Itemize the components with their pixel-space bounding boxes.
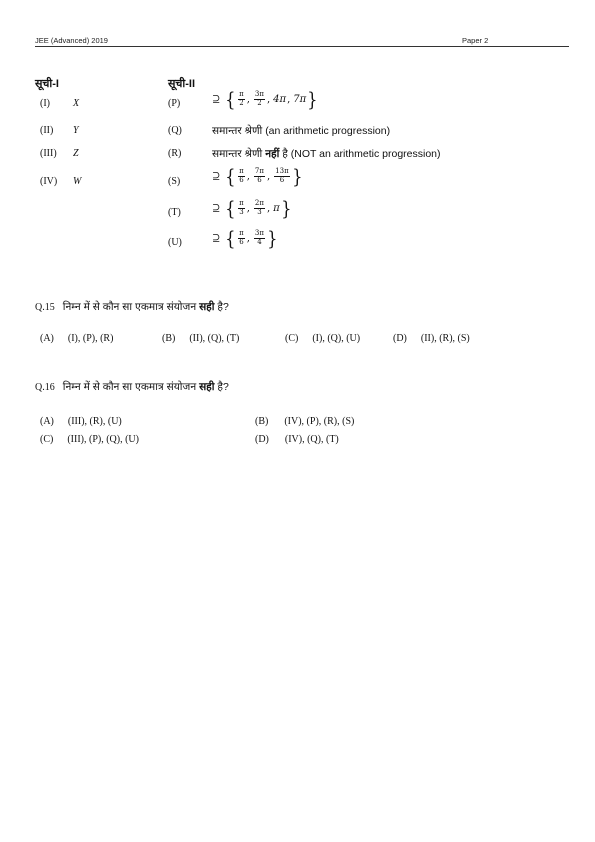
exam-title: JEE (Advanced) 2019 bbox=[35, 36, 108, 45]
fraction bbox=[238, 91, 245, 107]
comma: , bbox=[246, 232, 250, 244]
option-label: (D) bbox=[393, 333, 407, 344]
fraction bbox=[254, 91, 265, 107]
right-brace: } bbox=[307, 87, 318, 111]
left-brace: { bbox=[225, 87, 236, 111]
denominator: 6 bbox=[257, 175, 262, 184]
comma: , bbox=[266, 202, 271, 214]
option-text: (I), (P), (R) bbox=[67, 333, 114, 344]
header-divider bbox=[35, 46, 569, 47]
option-label: (B) bbox=[162, 333, 176, 344]
question-number: Q.15 bbox=[35, 302, 55, 313]
question-number: Q.16 bbox=[35, 382, 55, 393]
option-text: (III), (P), (Q), (U) bbox=[67, 434, 139, 445]
denominator: 2 bbox=[239, 98, 244, 107]
option-label: (B) bbox=[255, 416, 269, 427]
fraction bbox=[238, 168, 245, 184]
fraction bbox=[254, 200, 265, 216]
option-label: (C) bbox=[40, 434, 54, 445]
denominator: 6 bbox=[239, 237, 244, 246]
left-brace: { bbox=[225, 226, 236, 250]
denominator: 2 bbox=[257, 98, 262, 107]
option-text: (I), (Q), (U) bbox=[312, 333, 361, 344]
numerator: π bbox=[239, 90, 244, 99]
option-text: (IV), (P), (R), (S) bbox=[284, 416, 355, 427]
superset-symbol: ⊇ bbox=[212, 170, 221, 182]
paper-label: Paper 2 bbox=[462, 36, 489, 45]
option-text: (II), (Q), (T) bbox=[189, 333, 240, 344]
left-brace: { bbox=[225, 164, 236, 188]
question-text: है? bbox=[214, 381, 229, 393]
term: 7π bbox=[293, 93, 307, 105]
list-2-label: (R) bbox=[168, 148, 182, 159]
denominator: 3 bbox=[257, 207, 262, 216]
option-b[interactable] bbox=[162, 333, 239, 344]
left-brace: { bbox=[225, 196, 236, 220]
list-2-label: (P) bbox=[168, 98, 181, 109]
emphasis-text: सही bbox=[199, 301, 215, 313]
fraction bbox=[274, 168, 290, 184]
list-2-statement: समान्तर श्रेणी (an arithmetic progression) bbox=[212, 125, 391, 137]
fraction bbox=[254, 230, 265, 246]
option-text: (II), (R), (S) bbox=[420, 333, 470, 344]
numerator: 2π bbox=[254, 199, 264, 208]
list-2-label: (Q) bbox=[168, 125, 182, 136]
comma: , bbox=[246, 93, 250, 105]
emphasis-text: सही bbox=[199, 381, 215, 393]
option-d[interactable] bbox=[255, 434, 339, 445]
comma: , bbox=[266, 170, 271, 182]
numerator: 7π bbox=[254, 167, 264, 176]
comma: , bbox=[266, 93, 271, 105]
option-text: (III), (R), (U) bbox=[67, 416, 122, 427]
list-1-label: (I) bbox=[40, 98, 50, 109]
list-2-statement bbox=[212, 147, 441, 161]
question-16 bbox=[35, 380, 229, 394]
question-text: है? bbox=[214, 301, 229, 313]
denominator: 3 bbox=[239, 207, 244, 216]
set-expression-t bbox=[212, 198, 292, 218]
list-2-heading: सूची-II bbox=[168, 78, 196, 90]
list-2-label: (S) bbox=[168, 176, 181, 187]
emphasis-text: नहीं bbox=[265, 148, 280, 160]
statement-text: है (NOT an arithmetic progression) bbox=[279, 148, 441, 160]
option-c[interactable] bbox=[285, 333, 360, 344]
set-expression-u bbox=[212, 228, 279, 248]
question-15 bbox=[35, 300, 229, 314]
comma: , bbox=[287, 93, 291, 105]
denominator: 4 bbox=[257, 237, 262, 246]
set-expression-p bbox=[212, 89, 319, 109]
term: π bbox=[273, 202, 280, 214]
right-brace: } bbox=[281, 196, 292, 220]
superset-symbol: ⊇ bbox=[212, 93, 221, 105]
numerator: π bbox=[239, 199, 244, 208]
term: 4π bbox=[273, 93, 287, 105]
numerator: 3π bbox=[254, 90, 264, 99]
numerator: 3π bbox=[254, 229, 264, 238]
list-1-label: (II) bbox=[40, 125, 54, 136]
option-b[interactable] bbox=[255, 416, 354, 427]
fraction bbox=[254, 168, 265, 184]
numerator: π bbox=[239, 167, 244, 176]
list-2-label: (U) bbox=[168, 237, 182, 248]
list-1-variable: Z bbox=[73, 148, 79, 159]
superset-symbol: ⊇ bbox=[212, 232, 221, 244]
list-2-label: (T) bbox=[168, 207, 181, 218]
list-1-heading: सूची-I bbox=[35, 78, 59, 90]
question-text: निम्न में से कौन सा एकमात्र संयोजन bbox=[62, 301, 200, 313]
comma: , bbox=[246, 170, 250, 182]
denominator: 6 bbox=[279, 175, 285, 184]
option-d[interactable] bbox=[393, 333, 470, 344]
option-text: (IV), (Q), (T) bbox=[284, 434, 339, 445]
right-brace: } bbox=[267, 226, 278, 250]
denominator: 6 bbox=[239, 175, 244, 184]
option-label: (D) bbox=[255, 434, 269, 445]
list-1-variable: Y bbox=[73, 125, 79, 136]
list-1-label: (III) bbox=[40, 148, 57, 159]
question-text: निम्न में से कौन सा एकमात्र संयोजन bbox=[62, 381, 200, 393]
option-c[interactable] bbox=[40, 434, 139, 445]
fraction bbox=[238, 200, 245, 216]
option-label: (A) bbox=[40, 333, 54, 344]
option-a[interactable] bbox=[40, 416, 122, 427]
list-1-variable: W bbox=[73, 176, 82, 187]
statement-text: समान्तर श्रेणी bbox=[212, 148, 266, 160]
numerator: π bbox=[239, 229, 244, 238]
numerator: 13π bbox=[275, 167, 289, 176]
set-expression-s bbox=[212, 166, 303, 186]
option-label: (A) bbox=[40, 416, 54, 427]
superset-symbol: ⊇ bbox=[212, 202, 221, 214]
list-1-label: (IV) bbox=[40, 176, 58, 187]
fraction bbox=[238, 230, 245, 246]
option-a[interactable] bbox=[40, 333, 113, 344]
comma: , bbox=[246, 202, 250, 214]
list-1-variable: X bbox=[73, 98, 80, 109]
option-label: (C) bbox=[285, 333, 299, 344]
right-brace: } bbox=[291, 164, 303, 188]
